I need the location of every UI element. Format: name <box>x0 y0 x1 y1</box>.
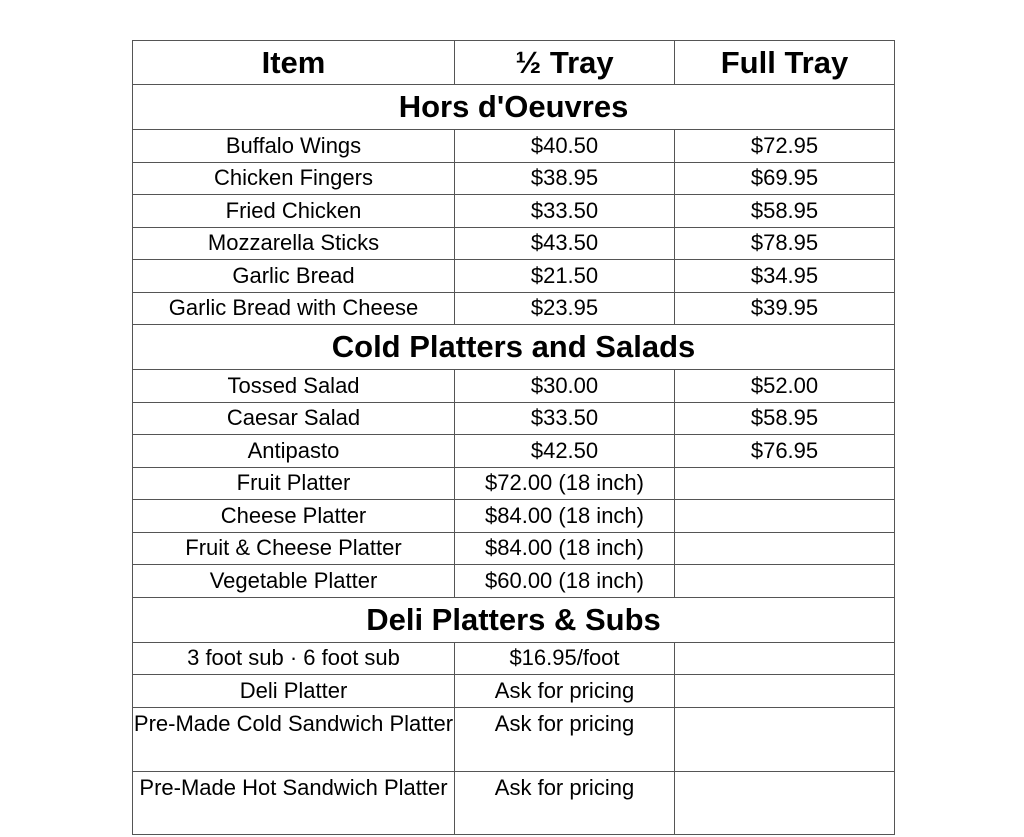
table-row <box>133 565 895 598</box>
half-tray-price: $21.50 <box>455 260 675 293</box>
table-row <box>133 707 895 771</box>
table-row <box>133 130 895 163</box>
table-row <box>133 642 895 675</box>
full-tray-price: $52.00 <box>675 370 895 403</box>
full-tray-price <box>675 467 895 500</box>
item-name: Fruit & Cheese Platter <box>133 532 455 565</box>
item-name: Chicken Fingers <box>133 162 455 195</box>
table-row <box>133 227 895 260</box>
column-header-full-tray: Full Tray <box>675 41 895 85</box>
table-row <box>133 500 895 533</box>
full-tray-price <box>675 642 895 675</box>
full-tray-price: $76.95 <box>675 435 895 468</box>
full-tray-price: $39.95 <box>675 292 895 325</box>
column-header-half-tray: ½ Tray <box>455 41 675 85</box>
full-tray-price: $72.95 <box>675 130 895 163</box>
section-header-row <box>133 85 895 130</box>
full-tray-price <box>675 707 895 771</box>
item-name: Caesar Salad <box>133 402 455 435</box>
item-name: Vegetable Platter <box>133 565 455 598</box>
item-name: Pre-Made Cold Sandwich Platter <box>133 707 455 771</box>
item-name: Deli Platter <box>133 675 455 708</box>
table-row <box>133 675 895 708</box>
half-tray-price: $33.50 <box>455 402 675 435</box>
half-tray-price: Ask for pricing <box>455 771 675 834</box>
item-name: Pre-Made Hot Sandwich Platter <box>133 771 455 834</box>
section-title-cold-platters: Cold Platters and Salads <box>133 325 895 370</box>
section-header-row <box>133 325 895 370</box>
half-tray-price: $40.50 <box>455 130 675 163</box>
full-tray-price <box>675 565 895 598</box>
table-row <box>133 195 895 228</box>
half-tray-price: $33.50 <box>455 195 675 228</box>
table-row <box>133 162 895 195</box>
half-tray-price: $72.00 (18 inch) <box>455 467 675 500</box>
item-name: 3 foot sub · 6 foot sub <box>133 642 455 675</box>
header-row <box>133 41 895 85</box>
item-name: Mozzarella Sticks <box>133 227 455 260</box>
item-name: Tossed Salad <box>133 370 455 403</box>
half-tray-price: $42.50 <box>455 435 675 468</box>
full-tray-price <box>675 500 895 533</box>
item-name: Fried Chicken <box>133 195 455 228</box>
item-name: Buffalo Wings <box>133 130 455 163</box>
full-tray-price: $69.95 <box>675 162 895 195</box>
table-row <box>133 292 895 325</box>
section-title-hors-doeuvres: Hors d'Oeuvres <box>133 85 895 130</box>
table-row <box>133 532 895 565</box>
column-header-item: Item <box>133 41 455 85</box>
table-row <box>133 467 895 500</box>
section-header-row <box>133 597 895 642</box>
half-tray-price: $38.95 <box>455 162 675 195</box>
table-row <box>133 260 895 293</box>
half-tray-price: $16.95/foot <box>455 642 675 675</box>
item-name: Antipasto <box>133 435 455 468</box>
table-row <box>133 402 895 435</box>
half-tray-price: $84.00 (18 inch) <box>455 532 675 565</box>
half-tray-price: $23.95 <box>455 292 675 325</box>
table-row <box>133 771 895 834</box>
half-tray-price: $84.00 (18 inch) <box>455 500 675 533</box>
full-tray-price: $58.95 <box>675 195 895 228</box>
full-tray-price: $78.95 <box>675 227 895 260</box>
full-tray-price: $58.95 <box>675 402 895 435</box>
table-row <box>133 370 895 403</box>
half-tray-price: $43.50 <box>455 227 675 260</box>
section-title-deli-platters: Deli Platters & Subs <box>133 597 895 642</box>
item-name: Fruit Platter <box>133 467 455 500</box>
half-tray-price: $60.00 (18 inch) <box>455 565 675 598</box>
half-tray-price: Ask for pricing <box>455 707 675 771</box>
full-tray-price <box>675 675 895 708</box>
half-tray-price: Ask for pricing <box>455 675 675 708</box>
half-tray-price: $30.00 <box>455 370 675 403</box>
full-tray-price <box>675 771 895 834</box>
full-tray-price <box>675 532 895 565</box>
catering-menu-table <box>132 40 895 835</box>
item-name: Garlic Bread <box>133 260 455 293</box>
table-row <box>133 435 895 468</box>
full-tray-price: $34.95 <box>675 260 895 293</box>
item-name: Cheese Platter <box>133 500 455 533</box>
item-name: Garlic Bread with Cheese <box>133 292 455 325</box>
